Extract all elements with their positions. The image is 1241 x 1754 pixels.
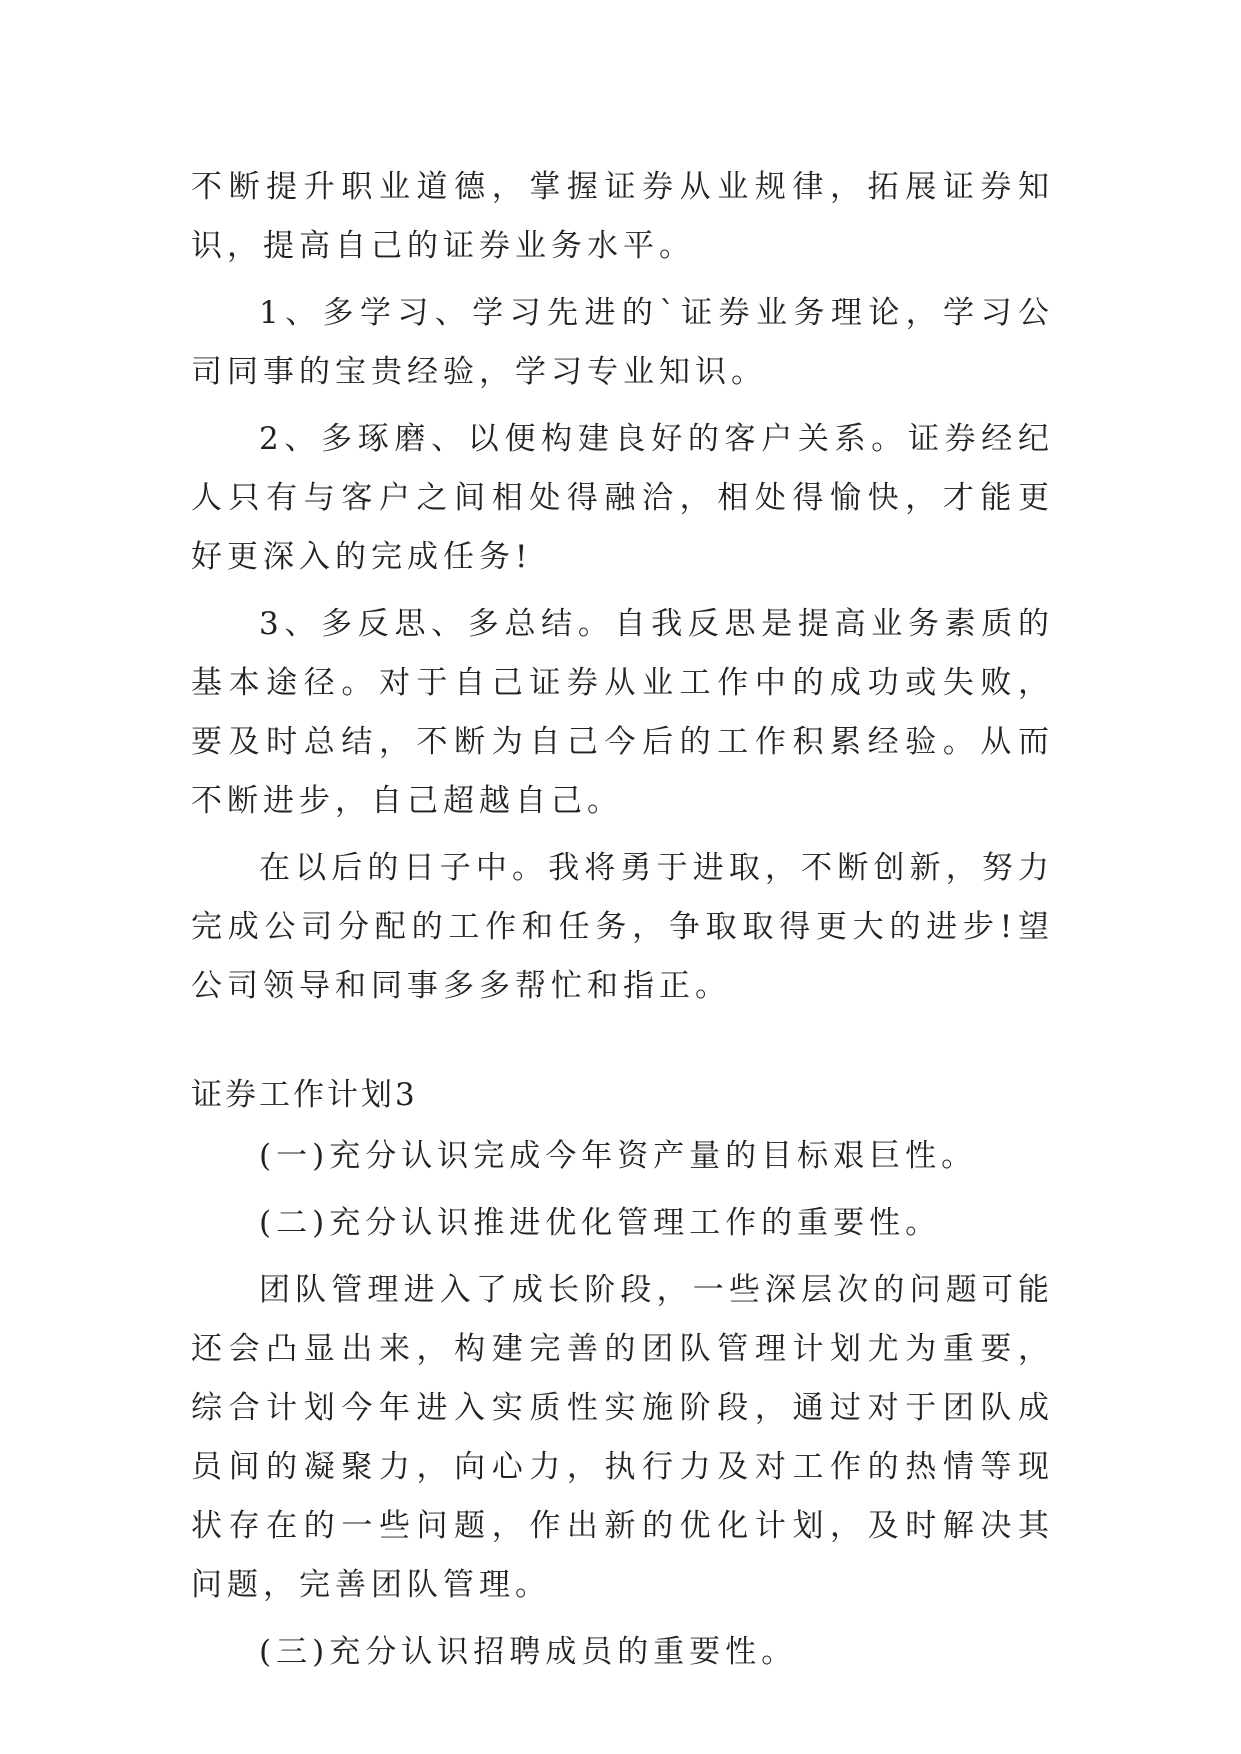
paragraph-point-1: (一)充分认识完成今年资产量的目标艰巨性。 xyxy=(259,1138,978,1174)
paragraph-conclusion: 在以后的日子中。我将勇于进取，不断创新，努力完成公司分配的工作和任务，争取取得更大的进步!望公司领导和同事多多帮忙和指正。 xyxy=(191,850,1054,1004)
paragraph-point-3: (三)充分认识招聘成员的重要性。 xyxy=(259,1634,798,1670)
paragraph-point-2: (二)充分认识推进优化管理工作的重要性。 xyxy=(259,1205,942,1241)
paragraph-item-3-reflect: 3、多反思、多总结。自我反思是提高业务素质的基本途径。对于自己证券从业工作中的成功或失败，要及时总结，不断为自己今后的工作积累经验。从而不断进步，自己超越自己。 xyxy=(191,606,1054,819)
section-heading: 证券工作计划3 xyxy=(191,1077,418,1113)
paragraph-item-2-clients: 2、多琢磨、以便构建良好的客户关系。证券经纪人只有与客户之间相处得融洽，相处得愉快，才能更好更深入的完成任务! xyxy=(191,421,1054,575)
paragraph-item-1-study: 1、多学习、学习先进的`证券业务理论，学习公司同事的宝贵经验，学习专业知识。 xyxy=(191,295,1054,390)
document-page xyxy=(191,158,1054,1690)
paragraph-team-management: 团队管理进入了成长阶段，一些深层次的问题可能还会凸显出来，构建完善的团队管理计划尤为重要，综合计划今年进入实质性实施阶段，通过对于团队成员间的凝聚力，向心力，执行力及对工作的热情等现状存在的一些问题，作出新的优化计划，及时解决其问题，完善团队管理。 xyxy=(191,1272,1054,1603)
paragraph-professional-ethics: 不断提升职业道德，掌握证券从业规律，拓展证券知识，提高自己的证券业务水平。 xyxy=(191,169,1054,264)
